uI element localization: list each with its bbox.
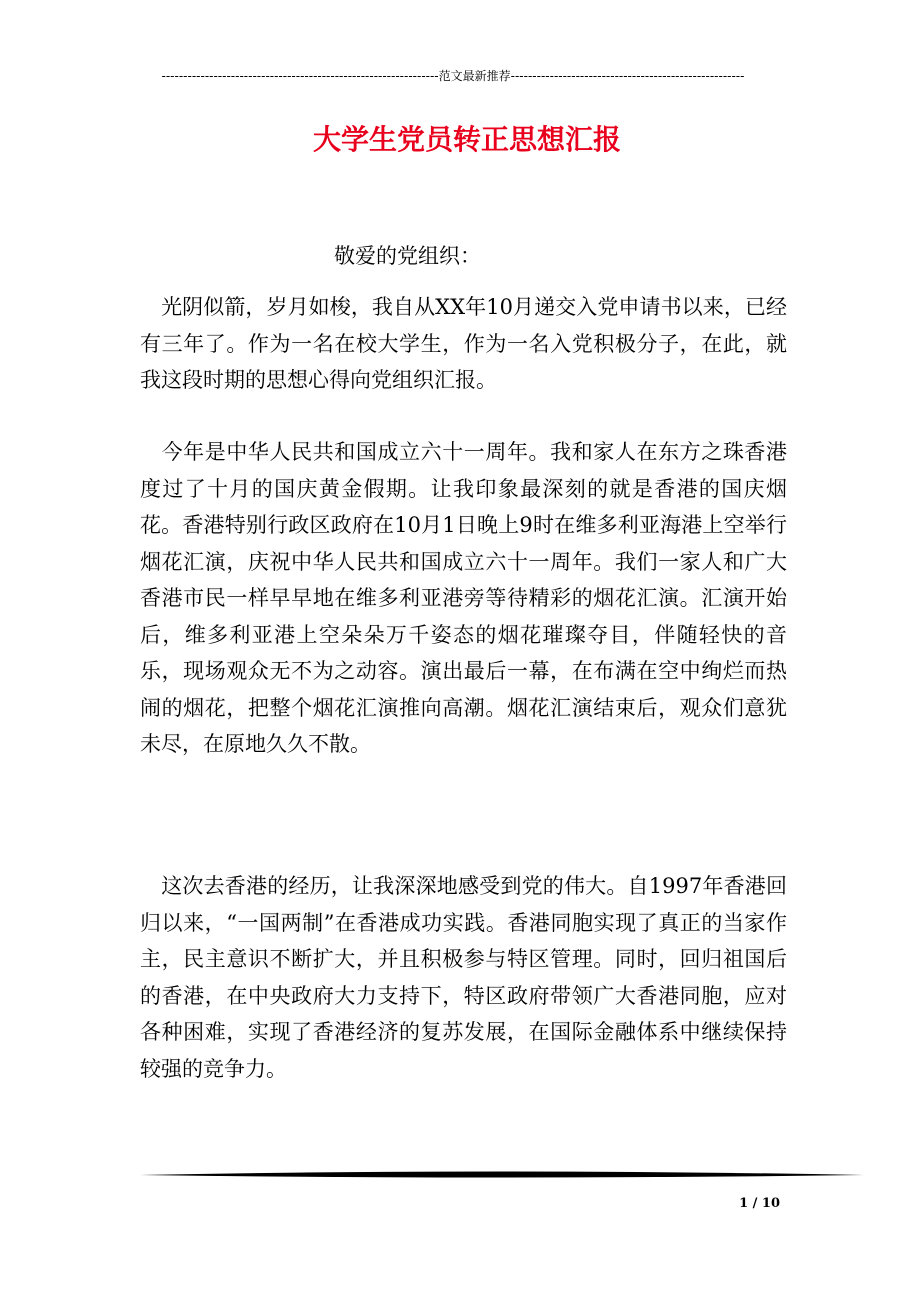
- paragraph-3: [140, 868, 787, 1087]
- document-title: 大学生党员转正思想汇报: [312, 123, 621, 156]
- header-rule-text: ----------------------------------------------------------------范文最新推荐------------------------------------------------------: [161, 69, 745, 83]
- footer-rule: [140, 1169, 864, 1181]
- paragraph-1-text: 光阴似箭，岁月如梭，我自从XX年10月递交入党申请书以来，已经有三年了。作为一名在校大学生，作为一名入党积极分子，在此，就我这段时期的思想心得向党组织汇报。: [140, 295, 787, 392]
- paragraph-2-text: 今年是中华人民共和国成立六十一周年。我和家人在东方之珠香港度过了十月的国庆黄金假期。让我印象最深刻的就是香港的国庆烟花。香港特别行政区政府在10月1日晚上9时在维多利亚海港上空举行烟花汇演，庆祝中华人民共和国成立六十一周年。我们一家人和广大香港市民一样早早地在维多利亚港旁等待精彩的烟花汇演。汇演开始后，维多利亚港上空朵朵万千姿态的烟花璀璨夺目，伴随轻快的音乐，现场观众无不为之动容。演出最后一幕，在布满在空中绚烂而热闹的烟花，把整个烟花汇演推向高潮。烟花汇演结束后，观众们意犹未尽，在原地久久不散。: [140, 440, 787, 756]
- page-counter: 1 / 10: [739, 1196, 780, 1211]
- paragraph-2: [140, 434, 787, 763]
- salutation: 敬爱的党组织：: [334, 244, 481, 268]
- paragraph-1: [140, 289, 787, 399]
- paragraph-3-text: 这次去香港的经历，让我深深地感受到党的伟大。自1997年香港回归以来，“一国两制”在香港成功实践。香港同胞实现了真正的当家作主，民主意识不断扩大，并且积极参与特区管理。同时，回归祖国后的香港，在中央政府大力支持下，特区政府带领广大香港同胞，应对各种困难，实现了香港经济的复苏发展，在国际金融体系中继续保持较强的竞争力。: [140, 874, 787, 1081]
